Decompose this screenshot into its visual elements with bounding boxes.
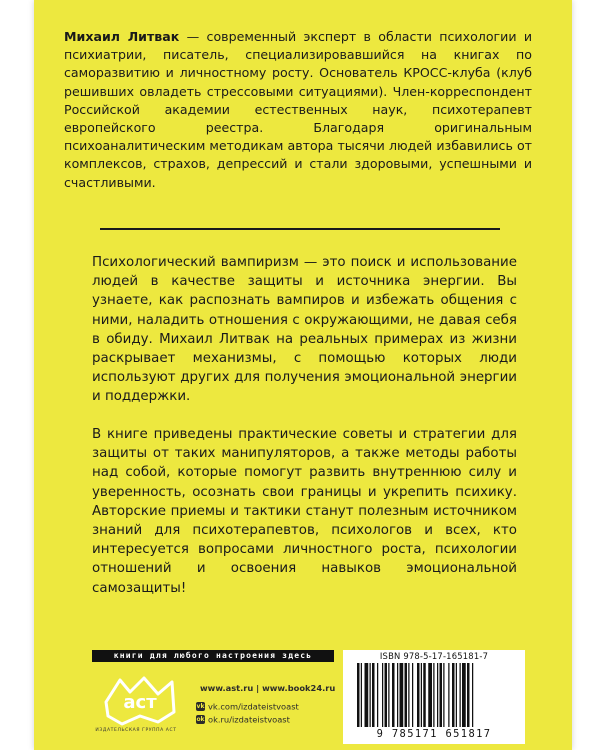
barcode-bar: [440, 663, 443, 727]
barcode-bar: [452, 663, 455, 727]
barcode-bar: [443, 663, 444, 727]
ok-link-text: ok.ru/izdateistvoast: [208, 714, 290, 725]
barcode-bar: [385, 663, 388, 727]
barcode-digits: 9 785171 651817: [376, 728, 492, 740]
author-bio: [64, 28, 532, 192]
author-bio-text: — современный эксперт в области психологии и психиатрии, писатель, специализировавшийся на книгах по саморазвитию и личностному росту. Основатель КРОСС-клуба (клуб решивших овладеть стрессовыми ситуациями). Член-корреспондент Российской академии естественных наук, психотерапевт европейского реестра. Благодаря оригинальным психоаналитическим методикам автора тысячи людей избавились от комплексов, страхов, депрессий и стали здоровыми, успешными и счастливыми.: [64, 29, 533, 190]
vk-link[interactable]: [196, 700, 356, 712]
barcode-bar: [456, 663, 457, 727]
barcode-bar: [372, 663, 375, 727]
ast-logo-icon: [100, 672, 180, 728]
description-paragraph-2: В книге приведены практические советы и стратегии для защиты от таких манипуляторов, а также методы работы над собой, которые помогут развить внутреннюю силу и уверенность, осознать свои границы и укрепить психику. Авторские приемы и тактики станут полезным источником знаний для психотерапевтов, психологов и всех, кто интересуется вопросами личностного роста, психологии отношений и освоения навыков эмоциональной самозащиты!: [92, 427, 517, 596]
barcode-bar: [437, 663, 438, 727]
barcode-bar: [412, 663, 413, 727]
description-paragraph-1: Психологический вампиризм — это поиск и использование людей в качестве защиты и источника энергии. Вы узнаете, как распознать вампиров и избежать общения с ними, наладить отношения с окружающими, не давая себя в обиду. Михаил Литвак на реальных примерах из жизни раскрывает механизмы, с помощью которых люди используют других для получения эмоциональной энергии и поддержки.: [92, 255, 517, 405]
web-links[interactable]: www.ast.ru | www.book24.ru: [200, 683, 336, 693]
publisher-name: ИЗДАТЕЛЬСКАЯ ГРУППА АСТ: [95, 728, 177, 733]
ok-icon: ok: [196, 716, 205, 723]
barcode-bar: [421, 663, 422, 727]
isbn-barcode-box: [343, 650, 525, 744]
barcode-bar: [408, 663, 409, 727]
barcode-bar: [357, 663, 360, 727]
barcode-bar: [377, 663, 378, 727]
barcode-bar: [448, 663, 449, 727]
barcode-bar: [361, 663, 362, 727]
divider-line: [100, 228, 500, 230]
tagline-bar: книги для любого настроения здесь: [92, 650, 334, 662]
barcode-bar: [433, 663, 434, 727]
ok-link[interactable]: [196, 713, 356, 725]
barcode-bar: [388, 663, 389, 727]
vk-link-text: vk.com/izdateistvoast: [208, 701, 299, 712]
vk-icon: vk: [196, 703, 205, 710]
barcode-bar: [462, 663, 466, 727]
barcode-bar: [460, 663, 461, 727]
barcode-bar: [417, 663, 420, 727]
isbn-number: ISBN 978-5-17-165181-7: [379, 651, 489, 661]
ast-logo-text: аст: [123, 692, 157, 713]
barcode-bar: [467, 663, 470, 727]
author-name: Михаил Литвак: [64, 29, 180, 44]
barcode-bar: [397, 663, 398, 727]
barcode-bar: [472, 663, 473, 727]
barcode-icon: [355, 663, 515, 727]
barcode-bar: [392, 663, 395, 727]
barcode-bar: [428, 663, 432, 727]
barcode-bar: [423, 663, 426, 727]
barcode-bar: [365, 663, 369, 727]
barcode-bar: [370, 663, 371, 727]
barcode-bar: [400, 663, 404, 727]
barcode-bar: [382, 663, 383, 727]
barcode-bar: [405, 663, 408, 727]
